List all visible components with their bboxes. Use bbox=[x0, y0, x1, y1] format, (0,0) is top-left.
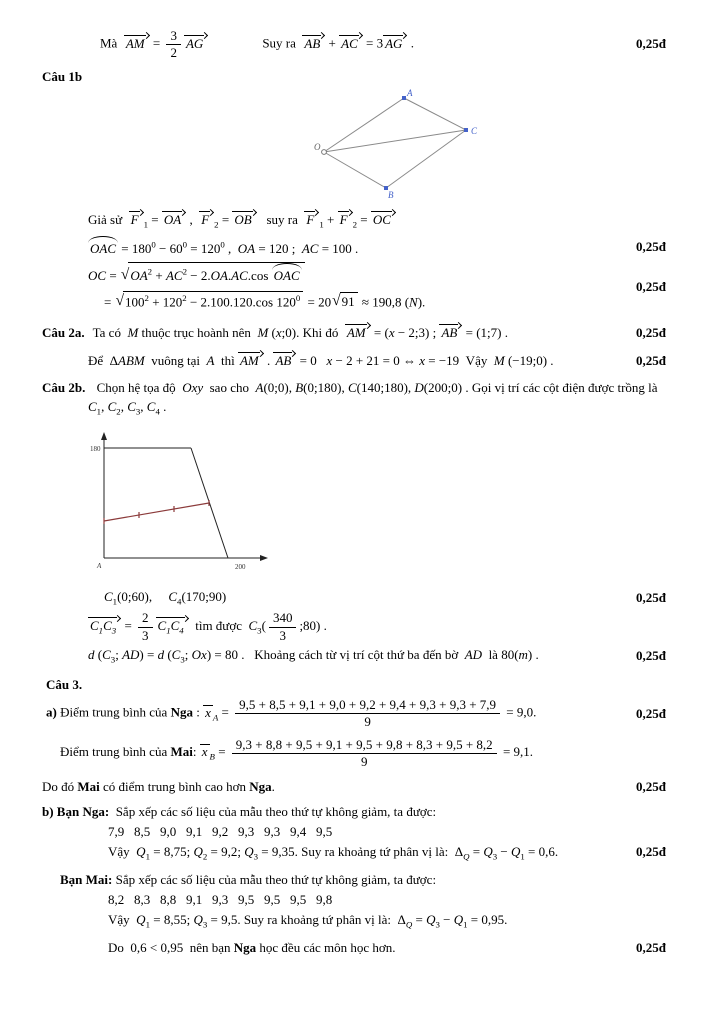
math-line: OC = √ $OA^2 + AC^2 - 2.OA.AC.\cos$ OAC bbox=[88, 262, 425, 287]
y-axis-arrow bbox=[101, 432, 107, 440]
score-badge: 0,25đ bbox=[636, 324, 666, 340]
label-C: C bbox=[471, 126, 478, 137]
score-badge: 0,25đ bbox=[636, 589, 666, 605]
score-badge: 0,25đ bbox=[636, 279, 666, 295]
point-A-marker bbox=[402, 96, 406, 100]
math-text: Ta có M thuộc trục hoành nên M (x;0). Khi đó AM = (x − 2;3) ; AB = (1;7) . bbox=[92, 325, 508, 341]
score-badge: 0,25đ bbox=[636, 844, 666, 860]
heading-label: Câu 3. bbox=[46, 677, 83, 693]
math-line: d ($C_3$; AD) = d ($C_3$; Ox) = 80 . Khoảng cách từ vị trí cột thứ ba đến bờ AD là 80(m) . bbox=[88, 646, 539, 665]
heading-label: Câu 1b bbox=[42, 68, 83, 84]
line-cau2a bbox=[42, 323, 666, 343]
oc-computation-block bbox=[88, 262, 666, 313]
score-badge: 0,25đ bbox=[636, 238, 666, 254]
line-final-conclusion bbox=[108, 939, 666, 958]
figure1-wrap bbox=[314, 88, 666, 206]
line-de-vuong bbox=[88, 351, 666, 371]
line-mai-sort-intro bbox=[60, 871, 666, 890]
math-block bbox=[88, 262, 425, 313]
line-nga-sorted-values bbox=[108, 823, 666, 842]
line-mean-nga bbox=[46, 697, 666, 731]
point-C-marker bbox=[464, 128, 468, 132]
math-line: Để ΔABM vuông tại A thì AM . AB = 0 x − 2 + 21 = 0 ⇔ x = −19 Vậy M (−19;0) . bbox=[88, 353, 554, 369]
figure-edges bbox=[324, 98, 466, 188]
text-line: b) Bạn Nga: Sắp xếp các số liệu của mẫu theo thứ tự không giảm, ta được: bbox=[42, 804, 437, 820]
point-labels bbox=[314, 88, 478, 200]
score-badge: 0,25đ bbox=[636, 352, 666, 368]
math-line: Vậy $Q_1 = 8,75$; $Q_2 = 9,2$; $Q_3 = 9,35$. Suy ra khoảng tứ phân vị là: $\Delta_Q = Q_3 - Q_1 = 0,6$. bbox=[108, 843, 559, 862]
score-badge: 0,25đ bbox=[636, 940, 666, 956]
axes-and-edges bbox=[104, 438, 260, 558]
line-mai-iqr bbox=[108, 911, 666, 931]
math-line: Vậy $Q_1 = 8,55$; $Q_3 = 9,5$. Suy ra khoảng tứ phân vị là: $\Delta_Q = Q_3 - Q_1 = 0,95$. bbox=[108, 911, 508, 930]
x-axis-arrow bbox=[260, 555, 268, 561]
point-O-marker bbox=[322, 150, 327, 155]
math-line: Điểm trung bình của Mai: x $_B$ = $\frac{9,3 + 8,8 + 9,5 + 9,1 + 9,5 + 9,8 + 8,3 + 9,5 + 8,2}{9}$ = 9,1. bbox=[60, 736, 534, 769]
line-mean-mai bbox=[60, 737, 666, 771]
line-oac-angle bbox=[88, 236, 666, 259]
pole-line bbox=[104, 500, 209, 524]
score-badge: 0,25đ bbox=[636, 647, 666, 663]
math-line: = √ $100^2 + 120^2 - 2.100.120.\cos$ $120^0 = 20$ √ 91 ≈ 190,8 (N). bbox=[104, 291, 425, 314]
number-list: 8,2 8,3 8,8 9,1 9,3 9,5 9,5 9,5 9,8 bbox=[108, 891, 333, 907]
line-mai-sorted-values bbox=[108, 891, 666, 910]
text-line: Do 0,6 < 0,95 nên bạn Nga học đều các môn học hơn. bbox=[108, 940, 396, 956]
point-markers bbox=[384, 96, 468, 190]
axis-labels bbox=[90, 445, 246, 571]
math-line: $C_1C_3$ = $\frac{2}{3}$ $C_1C_4$ tìm được $C_3$( $\frac{340}{3}$ ;80) . bbox=[90, 610, 327, 643]
score-badge: 0,25đ bbox=[636, 36, 666, 52]
label-180: 180 bbox=[90, 445, 101, 454]
line-c1-c4 bbox=[104, 588, 666, 608]
line-nga-sort-intro bbox=[42, 803, 666, 822]
math-line: Giả sử F $_1$ = OA , F $_2$ = OB suy ra F $_1$ + F $_2$ = OC bbox=[88, 212, 391, 230]
line-mean-conclusion bbox=[42, 778, 666, 797]
coordinate-figure bbox=[88, 428, 283, 578]
figure2-wrap bbox=[88, 428, 666, 584]
label-A: A bbox=[407, 88, 413, 99]
label-B: B bbox=[388, 190, 394, 201]
label-O: O bbox=[314, 142, 321, 153]
cau2b-paragraph bbox=[42, 379, 666, 418]
line-distance bbox=[88, 646, 666, 666]
math-line: $C_1(0;60)$, $C_4(170;90)$ bbox=[104, 589, 227, 607]
line-gia-su bbox=[88, 210, 666, 231]
text-line: Bạn Mai: Sắp xếp các số liệu của mẫu theo thứ tự không giảm, ta được: bbox=[60, 872, 437, 888]
math-line: a) Điểm trung bình của Nga : x $_A$ = $\frac{9,5 + 8,5 + 9,1 + 9,0 + 9,2 + 9,4 + 9,3 + 9,3 + 7,9}{9}$ = 9,0. bbox=[46, 697, 537, 730]
math-text: Chọn hệ tọa độ Oxy sao cho A(0;0), B(0;180), C(140;180), D(200;0) . Gọi vị trí các cột điện được trồng là $C_1$, $C_2$, $C_3$, $C_4$ . bbox=[88, 379, 661, 417]
score-badge: 0,25đ bbox=[636, 705, 666, 721]
force-parallelogram-figure bbox=[314, 88, 479, 200]
label-origin-A: A bbox=[97, 562, 102, 571]
line-nga-iqr bbox=[108, 843, 666, 863]
line-vector-sum bbox=[100, 28, 666, 62]
math-line bbox=[42, 323, 508, 343]
heading-cau1b bbox=[42, 68, 666, 87]
label-200: 200 bbox=[235, 563, 246, 572]
number-list: 7,9 8,5 9,0 9,1 9,2 9,3 9,3 9,4 9,5 bbox=[108, 823, 333, 839]
math-line: Mà AM = $\frac{3}{2}$ AG Suy ra AB + AC = 3 AG . bbox=[100, 28, 414, 61]
heading-label: Câu 2a. bbox=[42, 325, 85, 341]
text-line: Do đó Mai có điểm trung bình cao hơn Nga. bbox=[42, 779, 275, 795]
score-badge: 0,25đ bbox=[636, 779, 666, 795]
math-line: OAC = $180^0 - 60^0 = 120^0$ , OA = 120 ; AC = 100 . bbox=[88, 236, 358, 259]
line-c1c3 bbox=[88, 610, 666, 644]
heading-label: Câu 2b. bbox=[42, 379, 86, 395]
heading-cau3 bbox=[46, 676, 666, 695]
